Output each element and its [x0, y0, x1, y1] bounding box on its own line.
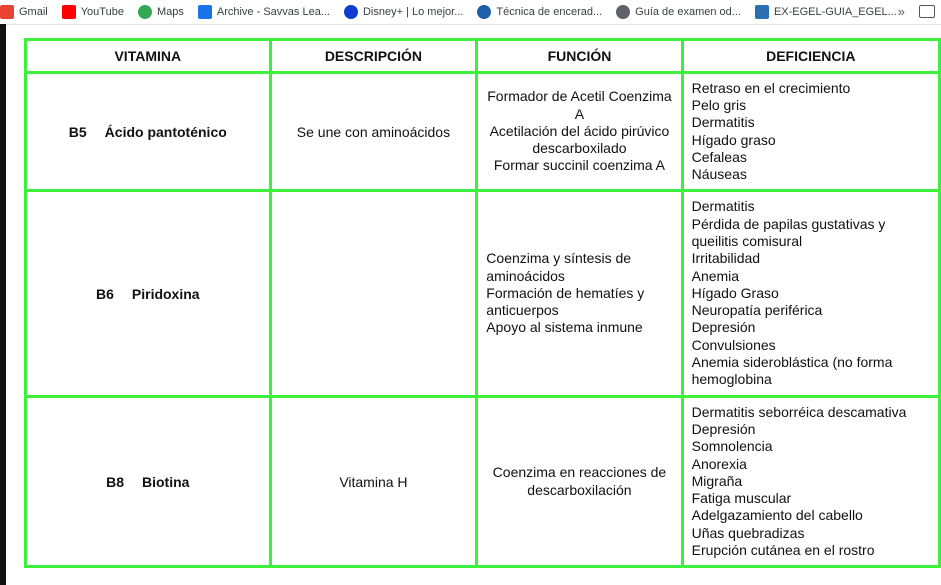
header-descripcion: DESCRIPCIÓN — [270, 40, 477, 73]
header-deficiencia: DEFICIENCIA — [682, 40, 939, 73]
bookmarks-overflow-button[interactable]: » — [897, 4, 905, 19]
youtube-icon — [62, 5, 76, 19]
vitamin-cell — [26, 191, 271, 397]
vitamin-table — [24, 38, 941, 568]
bookmark-label: Técnica de encerad... — [496, 6, 603, 18]
globe-icon — [616, 5, 630, 19]
bookmark-item[interactable] — [138, 5, 184, 19]
bookmark-label: YouTube — [80, 6, 124, 18]
function-line: Formación de hematíes y anticuerpos — [486, 284, 645, 319]
deficiency-item: Dermatitis — [691, 114, 755, 131]
bookmarks-bar — [0, 0, 941, 25]
bookmark-item[interactable] — [755, 5, 897, 19]
description-cell — [270, 191, 477, 397]
function-line: Formador de Acetil Coenzima A — [487, 88, 672, 122]
description-cell: Se une con aminoácidos — [270, 73, 477, 191]
description-cell: Vitamina H — [270, 397, 477, 567]
maps-icon — [138, 5, 152, 19]
deficiency-item: Pelo gris — [691, 96, 747, 113]
deficiency-cell — [682, 191, 939, 397]
deficiency-item: Irritabilidad — [691, 250, 761, 267]
deficiency-cell — [682, 73, 939, 191]
deficiency-item: Anemia sideroblástica (no forma hemoglobina — [691, 354, 893, 388]
vitamin-code: B5 — [68, 123, 87, 140]
deficiency-item: Dermatitis — [691, 198, 755, 215]
deficiency-item: Anemia — [691, 267, 740, 284]
vitamin-name: Piridoxina — [131, 285, 200, 302]
vitamin-cell — [26, 73, 271, 191]
deficiency-item: Convulsiones — [691, 336, 776, 353]
disney-icon — [344, 5, 358, 19]
vitamin-cell — [26, 397, 271, 567]
gmail-icon — [0, 5, 14, 19]
deficiency-item: Fatiga muscular — [691, 490, 792, 507]
deficiency-cell — [682, 397, 939, 567]
function-line: Coenzima en reacciones de descarboxilación — [492, 464, 667, 498]
bookmark-label: EX-EGEL-GUIA_EGEL... — [773, 6, 897, 18]
function-line: Acetilación del ácido pirúvico descarboxilado — [489, 122, 670, 157]
deficiency-item: Migraña — [691, 472, 743, 489]
header-vitamina: VITAMINA — [26, 40, 271, 73]
bookmark-label: Disney+ | Lo mejor... — [362, 6, 464, 18]
bookmark-item[interactable] — [344, 5, 463, 19]
deficiency-item: Depresión — [691, 420, 756, 437]
deficiency-item: Hígado graso — [691, 131, 776, 148]
deficiency-item: Neuropatía periférica — [691, 302, 823, 319]
deficiency-item: Adelgazamiento del cabello — [691, 507, 863, 524]
vitamin-code: B8 — [106, 473, 124, 490]
deficiency-item: Erupción cutánea en el rostro — [691, 542, 875, 559]
bookmark-label: Maps — [156, 6, 184, 18]
table-row — [26, 73, 940, 191]
bookmark-label: Guía de examen od... — [635, 6, 741, 18]
table-header-row — [26, 40, 940, 73]
folder-icon[interactable] — [919, 5, 935, 18]
function-cell — [477, 191, 682, 397]
bookmark-label: Gmail — [19, 6, 48, 18]
vitamin-code: B6 — [95, 285, 114, 302]
bookmark-item[interactable] — [198, 5, 330, 19]
deficiency-item: Náuseas — [691, 166, 747, 183]
table-row — [26, 191, 940, 397]
function-line: Apoyo al sistema inmune — [486, 319, 643, 336]
deficiency-item: Depresión — [691, 319, 756, 336]
deficiency-item: Hígado Graso — [691, 284, 779, 301]
function-line: Coenzima y síntesis de aminoácidos — [486, 250, 632, 284]
bookmark-label: Archive - Savvas Lea... — [216, 6, 330, 18]
deficiency-item: Cefaleas — [691, 148, 747, 165]
window-edge — [0, 24, 6, 585]
function-cell — [477, 73, 682, 191]
drive-icon — [755, 5, 769, 19]
bookmark-item[interactable] — [616, 5, 741, 19]
deficiency-item: Pérdida de papilas gustativas y queilitis comisural — [691, 215, 886, 249]
vitamin-name: Ácido pantoténico — [104, 123, 227, 140]
header-funcion: FUNCIÓN — [477, 40, 682, 73]
vitamin-name: Biotina — [142, 473, 190, 490]
deficiency-item: Dermatitis seborréica descamativa — [691, 403, 907, 420]
deficiency-item: Retraso en el crecimiento — [691, 79, 851, 96]
tree-icon — [477, 5, 491, 19]
deficiency-item: Somnolencia — [691, 438, 773, 455]
bookmark-item[interactable] — [0, 5, 48, 19]
deficiency-item: Uñas quebradizas — [691, 524, 805, 541]
function-cell — [477, 397, 682, 567]
table-row — [26, 397, 940, 567]
bookmark-item[interactable] — [477, 5, 602, 19]
function-line: Formar succinil coenzima A — [493, 157, 666, 174]
bookmark-item[interactable] — [62, 5, 124, 19]
savvas-icon — [198, 5, 212, 19]
deficiency-item: Anorexia — [691, 455, 747, 472]
